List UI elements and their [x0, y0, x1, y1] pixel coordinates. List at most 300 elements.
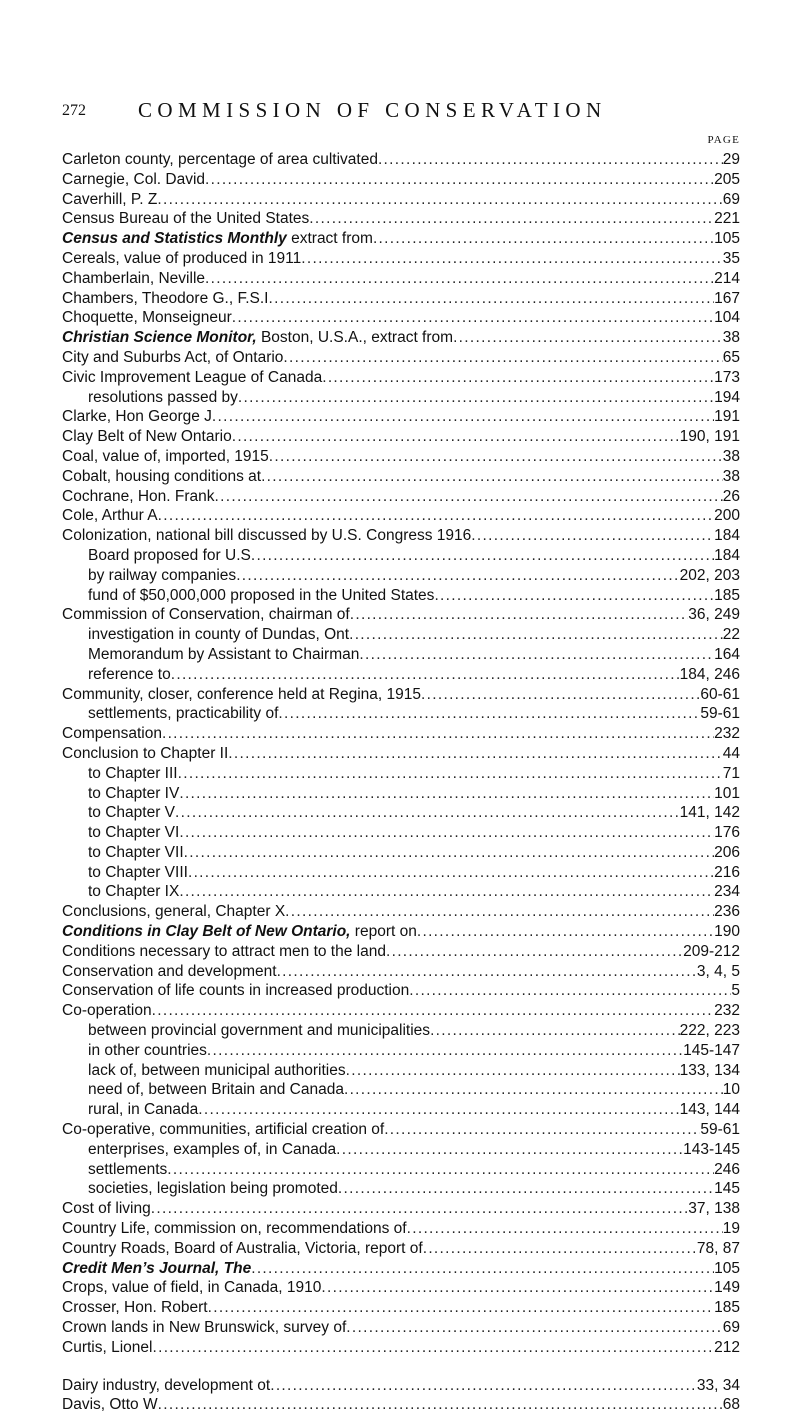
index-entry [62, 1338, 740, 1358]
entry-title-text: Davis, Otto W [62, 1396, 158, 1414]
dot-leader [346, 1318, 722, 1338]
entry-title [88, 803, 175, 823]
entry-pages: 104 [714, 309, 740, 327]
index-subentry [62, 665, 740, 685]
entry-title-text: Cole, Arthur A [62, 507, 158, 525]
entry-title [88, 764, 178, 784]
dot-leader [269, 447, 723, 467]
index-subentry [62, 388, 740, 408]
entry-pages: 133, 134 [679, 1061, 740, 1079]
index-entry [62, 249, 740, 269]
dot-leader [409, 981, 731, 1001]
index-entry [62, 744, 740, 764]
index-entry [62, 289, 740, 309]
entry-title [62, 427, 232, 447]
entry-title [62, 1120, 384, 1140]
dot-leader [407, 1219, 723, 1239]
entry-title [62, 1298, 208, 1318]
entry-title [62, 190, 157, 210]
entry-title [62, 348, 283, 368]
index-entry [62, 229, 740, 249]
entry-title-text: Colonization, national bill discussed by U.S. Congress 1916 [62, 527, 472, 545]
dot-leader [421, 685, 700, 705]
entry-pages: 234 [714, 883, 740, 901]
entry-title-italic: Census and Statistics Monthly [62, 230, 287, 248]
entry-title [62, 962, 277, 982]
entry-pages: 184 [714, 546, 740, 564]
entry-title-text: Chambers, Theodore G., F.S.I [62, 289, 269, 307]
page-header [62, 98, 742, 132]
entry-pages: 60-61 [700, 685, 740, 703]
entry-title-text: enterprises, examples of, in Canada [88, 1140, 337, 1158]
entry-pages: 3, 4, 5 [696, 962, 740, 980]
entry-title-text: City and Suburbs Act, of Ontario [62, 348, 284, 366]
entry-title [88, 1100, 198, 1120]
entry-pages: 209-212 [683, 942, 740, 960]
entry-title [88, 1160, 167, 1180]
entry-pages: 38 [722, 467, 740, 485]
entry-title-text: Cochrane, Hon. Frank [62, 487, 215, 505]
entry-title [88, 882, 179, 902]
entry-title-text: Civic Improvement League of Canada [62, 368, 323, 386]
entry-pages: 173 [714, 368, 740, 386]
dot-leader [236, 566, 679, 586]
entry-title [62, 308, 232, 328]
entry-title-text: Dairy industry, development ot [62, 1376, 271, 1394]
entry-title [62, 1338, 152, 1358]
index-entry [62, 526, 740, 546]
dot-leader [151, 1199, 689, 1219]
entry-pages: 164 [714, 645, 740, 663]
entry-title-text: Conservation of life counts in increased production [62, 982, 410, 1000]
dot-leader [208, 1298, 715, 1318]
entry-pages: 216 [714, 863, 740, 881]
entry-pages: 105 [714, 230, 740, 248]
index-subentry [62, 863, 740, 883]
entry-title [88, 863, 188, 883]
index-entry [62, 685, 740, 705]
entry-title-text: Conservation and development [62, 962, 277, 980]
entry-title [62, 407, 212, 427]
entry-title-text: Country Roads, Board of Australia, Victoria, report of [62, 1239, 423, 1257]
dot-leader [277, 962, 697, 982]
index-subentry [62, 1041, 740, 1061]
entry-pages: 145-147 [683, 1041, 740, 1059]
entry-pages: 205 [714, 170, 740, 188]
entry-title-suffix: Boston, U.S.A., extract from [256, 329, 454, 347]
entry-pages: 246 [714, 1160, 740, 1178]
entry-title-text: Crops, value of field, in Canada, 1910 [62, 1279, 322, 1297]
entry-pages: 36, 249 [688, 606, 740, 624]
entry-title-text: need of, between Britain and Canada [88, 1081, 344, 1099]
entry-title-italic: Credit Men’s Journal, The [62, 1259, 252, 1277]
dot-leader [212, 407, 714, 427]
entry-title-text: Chamberlain, Neville [62, 269, 206, 287]
entry-pages: 222, 223 [679, 1022, 740, 1040]
entry-title-text: rural, in Canada [88, 1101, 199, 1119]
entry-title [62, 526, 471, 546]
dot-leader [179, 823, 714, 843]
entry-title-text: in other countries [88, 1041, 207, 1059]
entry-title [88, 1140, 336, 1160]
entry-pages: 143, 144 [679, 1101, 740, 1119]
entry-title-text: to Chapter V [88, 804, 176, 822]
index-entry [62, 1298, 740, 1318]
dot-leader [251, 546, 714, 566]
index-subentry [62, 882, 740, 902]
index-entry [62, 724, 740, 744]
entry-title [62, 447, 269, 467]
index-entry [62, 942, 740, 962]
dot-leader [152, 1338, 714, 1358]
entry-title-text: Country Life, commission on, recommendations of [62, 1220, 407, 1238]
entry-title [62, 685, 421, 705]
dot-leader [430, 1021, 680, 1041]
entry-title [62, 1376, 270, 1396]
dot-leader [162, 724, 714, 744]
entry-title-text: Carleton county, percentage of area cultivated [62, 151, 378, 168]
entry-title [62, 1199, 151, 1219]
dot-leader [179, 784, 714, 804]
page-number: 272 [62, 102, 86, 119]
entry-title-text: Co-operative, communities, artificial creation of [62, 1121, 385, 1139]
entry-pages: 59-61 [700, 1121, 740, 1139]
entry-pages: 191 [714, 408, 740, 426]
index-subentry [62, 1021, 740, 1041]
entry-pages: 37, 138 [688, 1200, 740, 1218]
dot-leader [453, 328, 723, 348]
dot-leader [157, 190, 722, 210]
entry-title [88, 665, 171, 685]
entry-title-text: Clarke, Hon George J [62, 408, 212, 426]
index-subentry [62, 1179, 740, 1199]
entry-title [62, 1219, 407, 1239]
entry-title [62, 487, 215, 507]
entry-title-text: reference to [88, 665, 171, 683]
entry-title [62, 249, 301, 269]
entry-title [88, 1021, 430, 1041]
index-entry [62, 190, 740, 210]
entry-title-text: to Chapter VIII [88, 863, 188, 881]
entry-pages: 33, 34 [696, 1376, 740, 1394]
entry-title [88, 586, 434, 606]
dot-leader [167, 1160, 714, 1180]
entry-title-text: Census Bureau of the United States [62, 210, 310, 228]
entry-pages: 232 [714, 725, 740, 743]
index-entry [62, 1278, 740, 1298]
entry-title [88, 546, 251, 566]
index-entry [62, 902, 740, 922]
index-entry [62, 308, 740, 328]
index-subentry [62, 803, 740, 823]
entry-pages: 10 [722, 1081, 740, 1099]
dot-leader [471, 526, 714, 546]
index-entry [62, 922, 740, 942]
dot-leader [179, 882, 714, 902]
index-entry [62, 150, 740, 170]
index-subentry [62, 1160, 740, 1180]
entry-title [62, 1239, 423, 1259]
entry-pages: 141, 142 [679, 804, 740, 822]
dot-leader [188, 863, 714, 883]
dot-leader [228, 744, 722, 764]
dot-leader [350, 605, 689, 625]
entry-pages: 194 [714, 388, 740, 406]
index-subentry [62, 625, 740, 645]
entry-title [62, 922, 417, 942]
entry-title-text: settlements [88, 1160, 168, 1178]
dot-leader [184, 843, 714, 863]
entry-pages: 184, 246 [679, 665, 740, 683]
entry-title-text: Cobalt, housing conditions at [62, 467, 262, 485]
entry-title-italic: Christian Science Monitor, [62, 329, 257, 347]
entry-title-text: Crown lands in New Brunswick, survey of [62, 1319, 347, 1337]
entry-title-text: Cereals, value of produced in 1911 [62, 249, 302, 267]
dot-leader [322, 368, 714, 388]
entry-title-text: between provincial government and municipalities [88, 1022, 431, 1040]
index-subentry [62, 843, 740, 863]
entry-title-text: Community, closer, conference held at Regina, 1915 [62, 685, 421, 703]
dot-leader [268, 289, 714, 309]
entry-title-text: Curtis, Lionel [62, 1338, 153, 1356]
dot-leader [378, 150, 723, 170]
entry-title-text: fund of $50,000,000 proposed in the United States [88, 586, 435, 604]
index-entry [62, 1199, 740, 1219]
index-entry [62, 1001, 740, 1021]
index-subentry [62, 1140, 740, 1160]
entry-pages: 65 [722, 348, 740, 366]
entry-pages: 38 [722, 329, 740, 347]
index-entry [62, 1259, 740, 1279]
entry-title-text: investigation in county of Dundas, Ont [88, 626, 350, 644]
index-entry [62, 1239, 740, 1259]
entry-title [62, 467, 261, 487]
entry-title [62, 744, 228, 764]
index-subentry [62, 586, 740, 606]
dot-leader [417, 922, 714, 942]
index-entry [62, 427, 740, 447]
index-entry [62, 1120, 740, 1140]
dot-leader [175, 803, 680, 823]
index-subentry [62, 1061, 740, 1081]
index-entry [62, 962, 740, 982]
entry-pages: 71 [722, 764, 740, 782]
entry-title [88, 1179, 338, 1199]
dot-leader [349, 625, 723, 645]
entry-title [62, 229, 373, 249]
entry-pages: 44 [722, 744, 740, 762]
dot-leader [171, 665, 680, 685]
entry-pages: 221 [714, 210, 740, 228]
entry-title [62, 368, 322, 388]
entry-title [62, 150, 378, 170]
entry-title [62, 269, 205, 289]
entry-title [62, 724, 162, 744]
entry-title [62, 1001, 152, 1021]
index-entry [62, 1395, 740, 1415]
index-subentry [62, 546, 740, 566]
dot-leader [238, 388, 714, 408]
entry-pages: 38 [722, 447, 740, 465]
entry-title [62, 506, 158, 526]
entry-pages: 176 [714, 824, 740, 842]
dot-leader [344, 1080, 723, 1100]
entry-pages: 78, 87 [696, 1239, 740, 1257]
dot-leader [338, 1179, 714, 1199]
entry-pages: 236 [714, 903, 740, 921]
entry-pages: 22 [722, 626, 740, 644]
entry-title [88, 1061, 346, 1081]
entry-title [62, 902, 285, 922]
entry-title-suffix: extract from [286, 230, 373, 248]
entry-title [88, 784, 179, 804]
index-entry [62, 1376, 740, 1396]
entry-title-text: settlements, practicability of [88, 705, 279, 723]
entry-title-text: by railway companies [88, 566, 237, 584]
dot-leader [198, 1100, 679, 1120]
dot-leader [309, 209, 714, 229]
entry-title-suffix: report on [350, 923, 417, 941]
dot-leader [205, 269, 714, 289]
entry-title-text: Caverhill, P. Z [62, 190, 158, 208]
entry-title-text: Compensation [62, 725, 162, 743]
index-entry [62, 467, 740, 487]
entry-title [88, 843, 184, 863]
index-subentry [62, 764, 740, 784]
index-entry [62, 487, 740, 507]
entry-title-text: Conditions necessary to attract men to the land [62, 942, 386, 960]
dot-leader [270, 1376, 697, 1396]
index-entry [62, 605, 740, 625]
entry-title-text: Carnegie, Col. David [62, 170, 206, 188]
dot-leader [336, 1140, 683, 1160]
index-entry [62, 447, 740, 467]
dot-leader [232, 427, 680, 447]
index-entry [62, 328, 740, 348]
dot-leader [386, 942, 683, 962]
entry-pages: 190, 191 [679, 428, 740, 446]
entry-title-text: Coal, value of, imported, 1915 [62, 447, 269, 465]
entry-title [88, 388, 238, 408]
entry-pages: 167 [714, 289, 740, 307]
entry-title-text: Board proposed for U.S [88, 546, 251, 564]
entry-pages: 59-61 [700, 705, 740, 723]
entry-title [62, 981, 409, 1001]
entry-pages: 185 [714, 1299, 740, 1317]
entry-pages: 190 [714, 923, 740, 941]
dot-leader [251, 1259, 714, 1279]
entry-title [62, 1278, 321, 1298]
entry-title [62, 1318, 346, 1338]
entry-title [62, 289, 268, 309]
index-list [62, 150, 740, 1415]
index-entry [62, 981, 740, 1001]
entry-pages: 29 [722, 151, 740, 168]
entry-title [88, 704, 278, 724]
entry-title [62, 209, 309, 229]
index-entry [62, 407, 740, 427]
index-subentry [62, 704, 740, 724]
running-title: COMMISSION OF CONSERVATION [138, 98, 607, 122]
index-entry [62, 348, 740, 368]
entry-pages: 105 [714, 1259, 740, 1277]
entry-title-text: Clay Belt of New Ontario [62, 428, 232, 446]
dot-leader [434, 586, 714, 606]
entry-title [62, 328, 453, 348]
entry-title-text: Cost of living [62, 1200, 151, 1218]
index-subentry [62, 566, 740, 586]
entry-title-text: societies, legislation being promoted [88, 1180, 338, 1198]
dot-leader [384, 1120, 700, 1140]
entry-title [88, 645, 359, 665]
dot-leader [359, 645, 714, 665]
entry-pages: 184 [714, 527, 740, 545]
entry-pages: 200 [714, 507, 740, 525]
entry-title [62, 1395, 158, 1415]
entry-title-text: Co-operation [62, 1002, 152, 1020]
entry-title-text: Crosser, Hon. Robert [62, 1299, 208, 1317]
dot-leader [205, 170, 714, 190]
entry-pages: 232 [714, 1002, 740, 1020]
entry-pages: 101 [714, 784, 740, 802]
entry-title [62, 1259, 251, 1279]
entry-title-text: resolutions passed by [88, 388, 238, 406]
index-subentry [62, 1080, 740, 1100]
dot-leader [373, 229, 714, 249]
index-subentry [62, 784, 740, 804]
index-subentry [62, 1100, 740, 1120]
entry-title-text: to Chapter III [88, 764, 178, 782]
entry-pages: 69 [722, 190, 740, 208]
index-subentry [62, 823, 740, 843]
entry-pages: 69 [722, 1319, 740, 1337]
entry-title [88, 625, 349, 645]
dot-leader [283, 348, 722, 368]
index-entry [62, 209, 740, 229]
entry-title-text: to Chapter IX [88, 883, 180, 901]
dot-leader [232, 308, 714, 328]
entry-title-text: to Chapter IV [88, 784, 180, 802]
index-entry [62, 506, 740, 526]
dot-leader [178, 764, 723, 784]
entry-pages: 35 [722, 249, 740, 267]
entry-pages: 26 [722, 487, 740, 505]
index-subentry [62, 645, 740, 665]
entry-title [88, 1041, 207, 1061]
entry-pages: 149 [714, 1279, 740, 1297]
entry-title [88, 1080, 344, 1100]
entry-pages: 185 [714, 586, 740, 604]
entry-title-text: to Chapter VII [88, 843, 184, 861]
dot-leader [158, 1395, 723, 1415]
dot-leader [207, 1041, 683, 1061]
entry-pages: 145 [714, 1180, 740, 1198]
entry-pages: 214 [714, 269, 740, 287]
page-column-label: PAGE [707, 134, 740, 146]
dot-leader [215, 487, 723, 507]
entry-title-italic: Conditions in Clay Belt of New Ontario, [62, 923, 351, 941]
entry-title [62, 605, 350, 625]
entry-title-text: lack of, between municipal authorities [88, 1061, 346, 1079]
index-entry [62, 170, 740, 190]
index-entry [62, 1318, 740, 1338]
dot-leader [261, 467, 723, 487]
entry-pages: 206 [714, 843, 740, 861]
entry-title-text: Commission of Conservation, chairman of [62, 606, 350, 624]
dot-leader [301, 249, 722, 269]
entry-title [62, 942, 386, 962]
entry-pages: 202, 203 [679, 566, 740, 584]
